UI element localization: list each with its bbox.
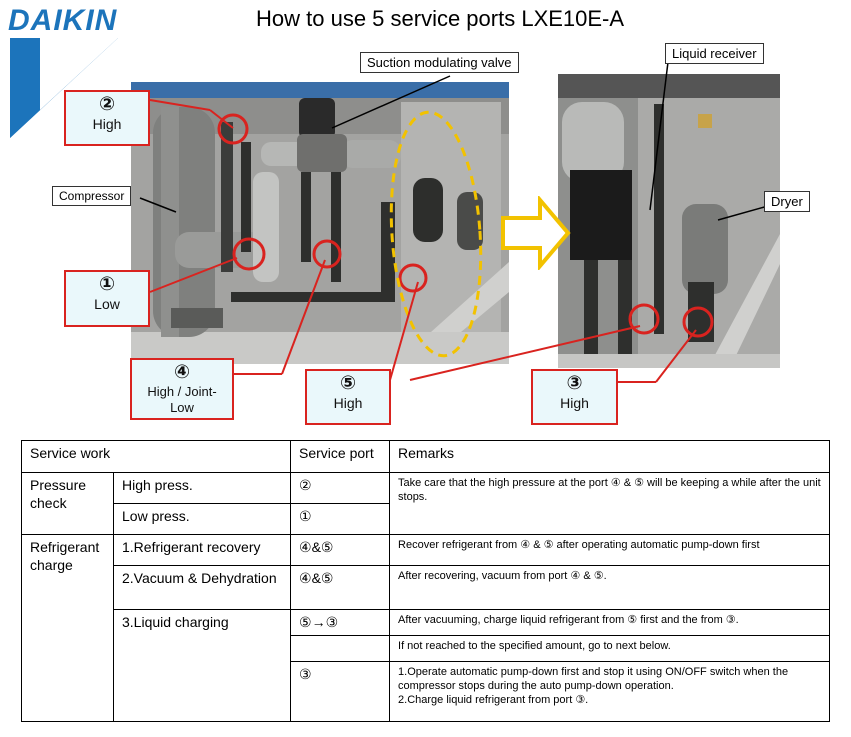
port-2-label: High <box>92 116 122 132</box>
port-1-number: ① <box>98 274 116 295</box>
table-header-row <box>22 441 830 473</box>
row-port: ② <box>291 473 390 504</box>
header-remarks: Remarks <box>390 441 830 473</box>
row-remarks: Recover refrigerant from ④ & ⑤ after operating automatic pump-down first <box>390 535 830 566</box>
port-box-1 <box>64 270 150 327</box>
port-3-number: ③ <box>566 373 583 394</box>
port-box-3 <box>531 369 618 425</box>
brand-logo-text: DAIKIN <box>8 4 118 37</box>
port-5-number: ⑤ <box>339 373 357 394</box>
suction-modulating-valve-label: Suction modulating valve <box>360 52 519 73</box>
header-service-work: Service work <box>22 441 291 473</box>
row-remarks: If not reached to the specified amount, go to next below. <box>390 636 830 662</box>
row-port: ④&⑤ <box>291 566 390 610</box>
port-1-label: Low <box>94 296 120 312</box>
port-3-label: High <box>560 395 589 411</box>
row-sub: High press. <box>114 473 291 504</box>
remarks-line-2: 2.Charge liquid refrigerant from port ③. <box>398 694 589 706</box>
header-service-port: Service port <box>291 441 390 473</box>
row-sub: 2.Vacuum & Dehydration <box>114 566 291 610</box>
row-sub: 3.Liquid charging <box>114 610 291 722</box>
page-title: How to use 5 service ports LXE10E-A <box>256 6 625 31</box>
port-4-number: ④ <box>173 362 191 383</box>
row-remarks: After recovering, vacuum from port ④ & ⑤. <box>390 566 830 610</box>
port-box-5 <box>305 369 391 425</box>
row-port: ④&⑤ <box>291 535 390 566</box>
table-row <box>22 535 830 566</box>
liquid-receiver-label: Liquid receiver <box>665 43 764 64</box>
port-2-number: ② <box>98 94 116 115</box>
row-sub: Low press. <box>114 504 291 535</box>
row-port <box>291 636 390 662</box>
row-port: ⑤→③ <box>291 610 390 636</box>
row-port: ① <box>291 504 390 535</box>
table-row <box>22 610 830 636</box>
remarks-line-1: 1.Operate automatic pump-down first and stop it using ON/OFF switch when the compressor stops during the auto pump-down operation. <box>398 666 789 692</box>
port-4-label: High / Joint-Low <box>147 384 217 415</box>
row-remarks: Take care that the high pressure at the port ④ & ⑤ will be keeping a while after the unit stops. <box>390 473 830 535</box>
dryer-label: Dryer <box>764 191 810 212</box>
row-port: ③ <box>291 662 390 722</box>
port-box-4 <box>130 358 234 420</box>
table-row <box>22 473 830 504</box>
service-table <box>21 440 830 722</box>
group-pressure-check: Pressure check <box>22 473 114 535</box>
row-sub: 1.Refrigerant recovery <box>114 535 291 566</box>
row-remarks-multiline <box>390 662 830 722</box>
compressor-label: Compressor <box>52 186 131 206</box>
port-box-2 <box>64 90 150 146</box>
table-row <box>22 566 830 610</box>
port-5-label: High <box>333 395 363 411</box>
group-refrigerant-charge: Refrigerant charge <box>22 535 114 722</box>
row-remarks: After vacuuming, charge liquid refrigerant from ⑤ first and the from ③. <box>390 610 830 636</box>
